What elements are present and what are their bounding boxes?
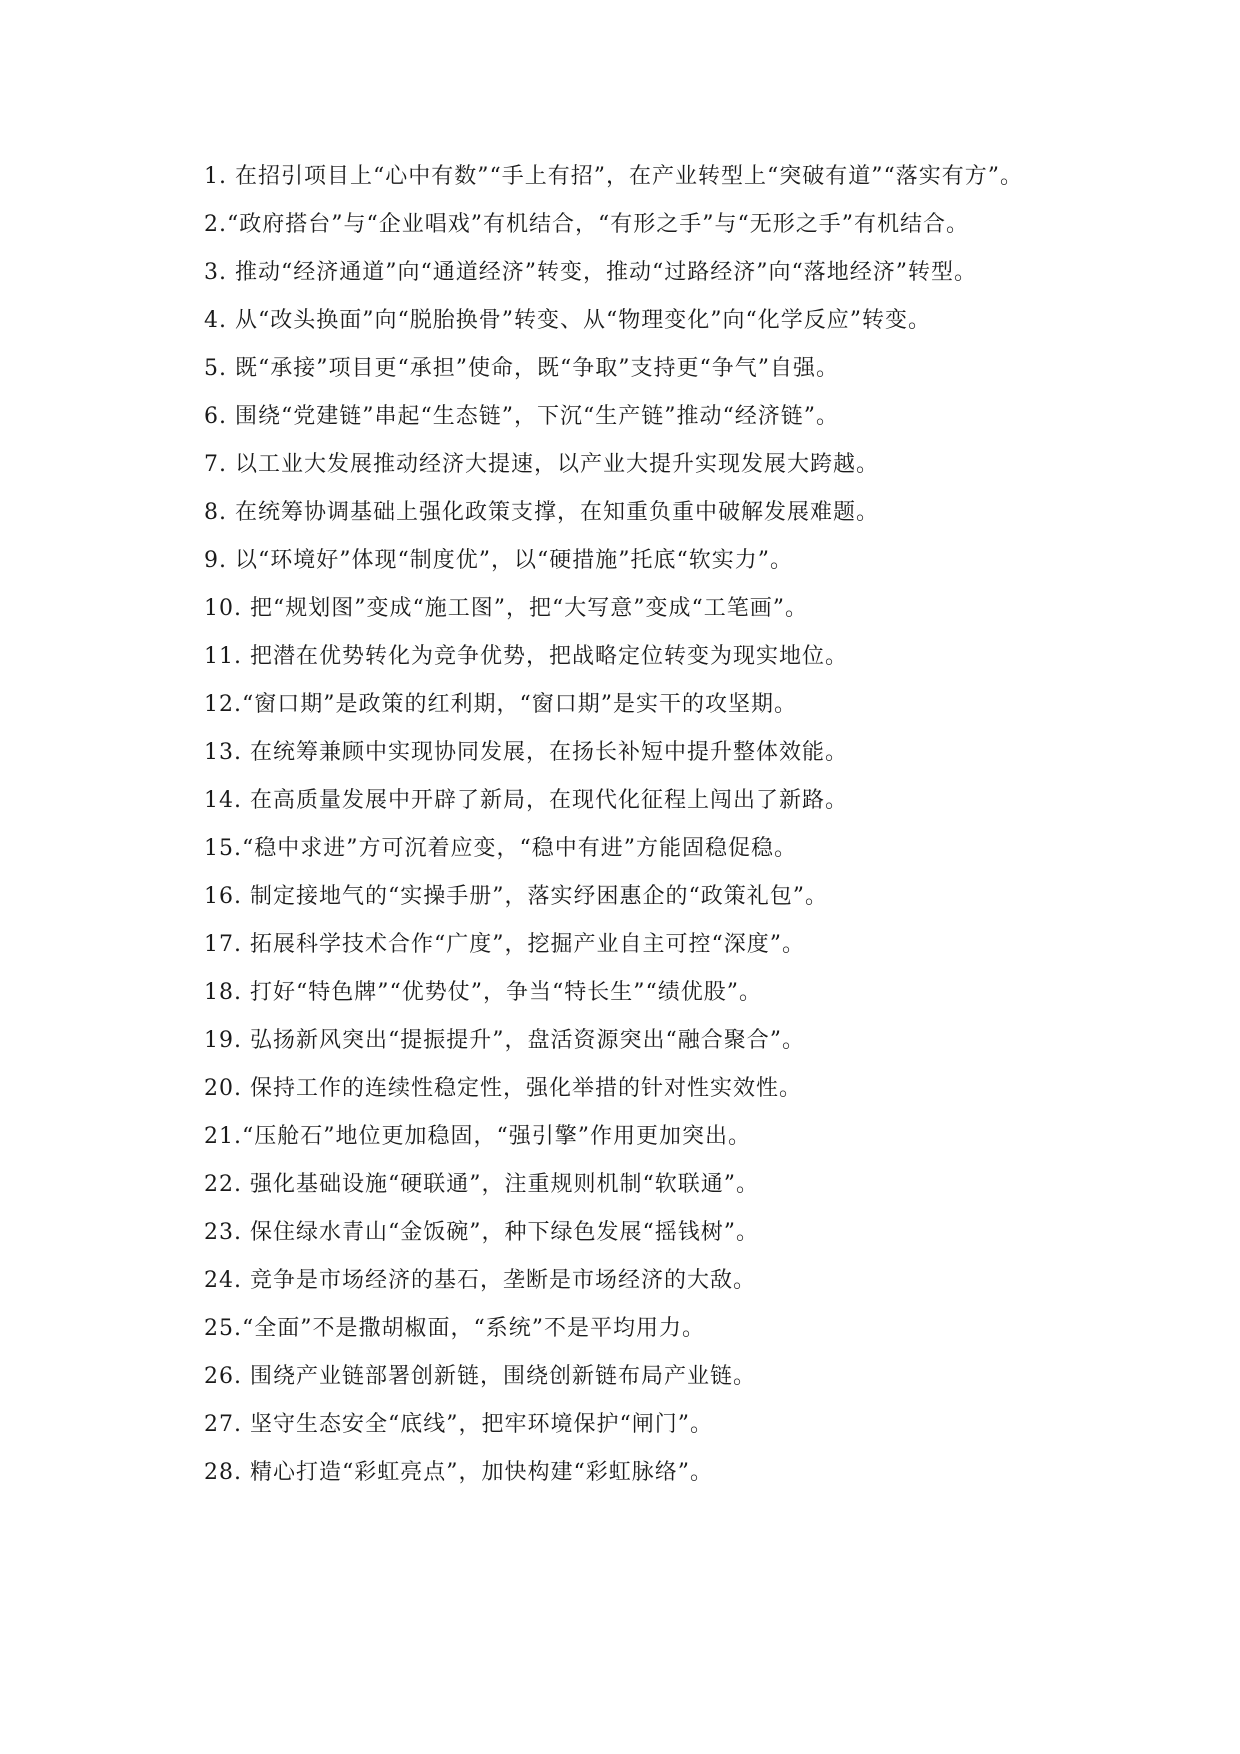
list-item: 2.“政府搭台”与“企业唱戏”有机结合，“有形之手”与“无形之手”有机结合。 [204,212,969,237]
list-item: 8. 在统筹协调基础上强化政策支撑，在知重负重中破解发展难题。 [204,500,879,525]
list-item: 13. 在统筹兼顾中实现协同发展，在扬长补短中提升整体效能。 [204,740,848,765]
list-item: 15.“稳中求进”方可沉着应变，“稳中有进”方能固稳促稳。 [204,836,797,861]
list-item: 7. 以工业大发展推动经济大提速，以产业大提升实现发展大跨越。 [204,452,879,477]
list-item: 28. 精心打造“彩虹亮点”，加快构建“彩虹脉络”。 [204,1460,713,1485]
list-item: 22. 强化基础设施“硬联通”，注重规则机制“软联通”。 [204,1172,759,1197]
list-item: 6. 围绕“党建链”串起“生态链”，下沉“生产链”推动“经济链”。 [204,404,839,429]
list-item: 24. 竞争是市场经济的基石，垄断是市场经济的大敌。 [204,1268,756,1293]
list-item: 27. 坚守生态安全“底线”，把牢环境保护“闸门”。 [204,1412,713,1437]
list-item: 17. 拓展科学技术合作“广度”，挖掘产业自主可控“深度”。 [204,932,805,957]
list-item: 1. 在招引项目上“心中有数”“手上有招”，在产业转型上“突破有道”“落实有方”。 [204,164,1023,189]
list-item: 18. 打好“特色牌”“优势仗”，争当“特长生”“绩优股”。 [204,980,762,1005]
list-item: 25.“全面”不是撒胡椒面，“系统”不是平均用力。 [204,1316,705,1341]
list-item: 5. 既“承接”项目更“承担”使命，既“争取”支持更“争气”自强。 [204,356,839,381]
list-item: 20. 保持工作的连续性稳定性，强化举措的针对性实效性。 [204,1076,802,1101]
list-item: 21.“压舱石”地位更加稳固，“强引擎”作用更加突出。 [204,1124,751,1149]
list-item: 10. 把“规划图”变成“施工图”，把“大写意”变成“工笔画”。 [204,596,808,621]
list-item: 11. 把潜在优势转化为竞争优势，把战略定位转变为现实地位。 [204,644,848,669]
list-item: 26. 围绕产业链部署创新链，围绕创新链布局产业链。 [204,1364,756,1389]
list-item: 3. 推动“经济通道”向“通道经济”转变，推动“过路经济”向“落地经济”转型。 [204,260,977,285]
list-item: 14. 在高质量发展中开辟了新局，在现代化征程上闯出了新路。 [204,788,848,813]
list-item: 23. 保住绿水青山“金饭碗”，种下绿色发展“摇钱树”。 [204,1220,759,1245]
list-item: 16. 制定接地气的“实操手册”，落实纾困惠企的“政策礼包”。 [204,884,828,909]
list-item: 19. 弘扬新风突出“提振提升”，盘活资源突出“融合聚合”。 [204,1028,805,1053]
list-item: 12.“窗口期”是政策的红利期，“窗口期”是实干的攻坚期。 [204,692,797,717]
list-item: 9. 以“环境好”体现“制度优”，以“硬措施”托底“软实力”。 [204,548,793,573]
document-page [160,160,1090,1504]
list-item: 4. 从“改头换面”向“脱胎换骨”转变、从“物理变化”向“化学反应”转变。 [204,308,931,333]
